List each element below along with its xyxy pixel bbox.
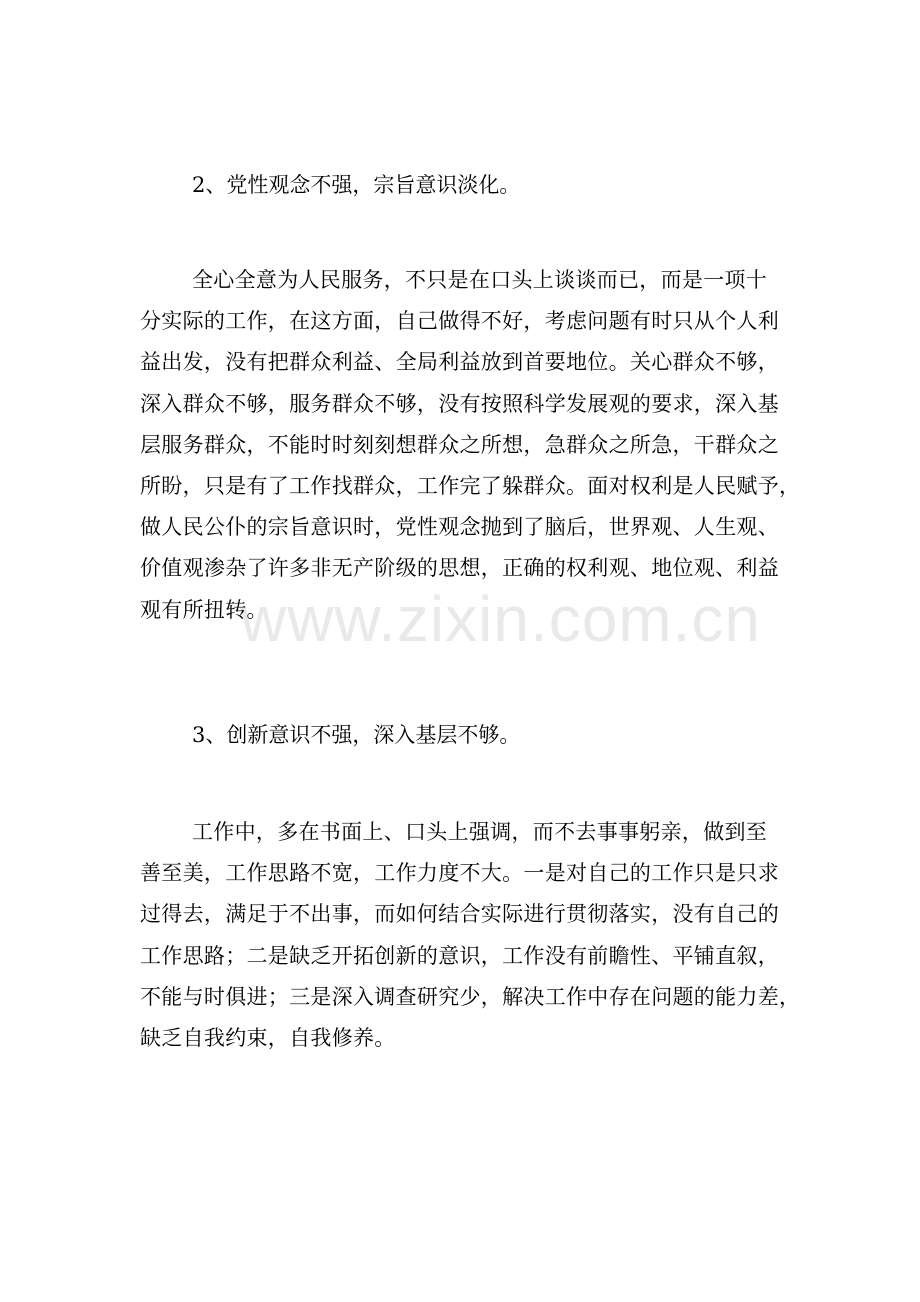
paragraph-line: 工作思路；二是缺乏开拓创新的意识，工作没有前瞻性、平铺直叙， [140,943,779,968]
paragraph-line: 深入群众不够，服务群众不够，没有按照科学发展观的要求，深入基 [140,391,779,416]
paragraph-line: 缺乏自我约束，自我修养。 [140,1025,396,1050]
paragraph-innovation [140,812,801,1059]
paragraph-line: 所盼，只是有了工作找群众，工作完了躲群众。面对权利是人民赋予， [140,473,801,498]
paragraph-line: 做人民公仆的宗旨意识时，党性观念抛到了脑后，世界观、人生观、 [140,515,779,540]
paragraph-line: 价值观渗杂了许多非无产阶级的思想，正确的权利观、地位观、利益 [140,556,779,581]
paragraph-line: 层服务群众，不能时时刻刻想群众之所想，急群众之所急，干群众之 [140,432,779,457]
paragraph-line: 益出发，没有把群众利益、全局利益放到首要地位。关心群众不够， [140,350,779,375]
paragraph-line: 工作中，多在书面上、口头上强调，而不去事事躬亲，做到至 [192,820,768,844]
paragraph-line: 善至美，工作思路不宽，工作力度不大。一是对自己的工作只是只求 [140,861,779,886]
paragraph-line: 观有所扭转。 [140,597,268,622]
paragraph-line: 全心全意为人民服务，不只是在口头上谈谈而已，而是一项十 [192,268,768,292]
section-heading-2: 2、党性观念不强，宗旨意识淡化。 [192,173,521,197]
paragraph-party-awareness [140,260,801,631]
paragraph-line: 分实际的工作，在这方面，自己做得不好，考虑问题有时只从个人利 [140,309,779,334]
paragraph-line: 过得去，满足于不出事，而如何结合实际进行贯彻落实，没有自己的 [140,902,779,927]
paragraph-line: 不能与时俱进；三是深入调查研究少，解决工作中存在问题的能力差， [140,984,801,1009]
watermark: www.zixin.com.cn [240,583,761,655]
section-heading-3: 3、创新意识不强，深入基层不够。 [192,723,521,747]
